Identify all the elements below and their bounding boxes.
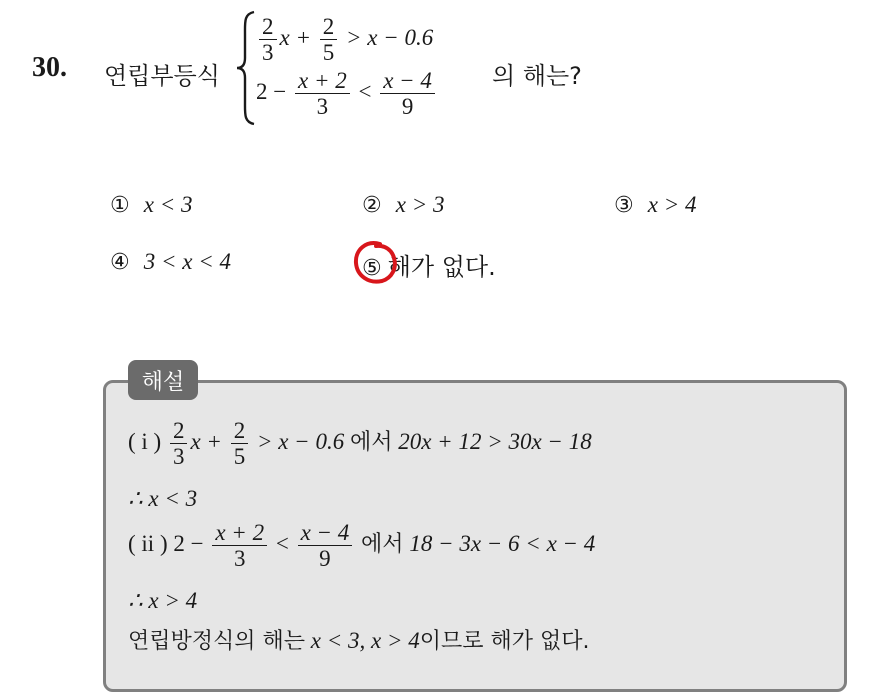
- solution-line-3: ( ii ) 2 − $\frac{x + 2}{3}$ < $\frac{x - 4}{9}$ 에서 18 − 3x − 6 < x − 4: [128, 520, 596, 572]
- solution-line-2: ∴ x < 3: [128, 486, 198, 511]
- solution-line-4: ∴ x > 4: [128, 588, 198, 613]
- solution-line-1: ( i ) $\frac{2}{3}$ x + $\frac{2}{5}$ > x − 0.6 에서 20x + 12 > 30x − 18: [128, 418, 592, 470]
- choice-2[interactable]: ② x > 3: [362, 192, 445, 218]
- question-prefix: 연립부등식: [104, 62, 220, 90]
- choice-5[interactable]: ⑤ 해가 없다.: [362, 253, 496, 281]
- solution-line-5: 연립방정식의 해는 x < 3, x > 4이므로 해가 없다.: [128, 628, 590, 654]
- question-number: 30.: [32, 52, 67, 83]
- question-suffix: 의 해는?: [492, 62, 582, 90]
- system-inequality-1: $\frac{2}{3}$ x + $\frac{2}{5}$ > x − 0.6: [256, 14, 433, 66]
- choice-1[interactable]: ① x < 3: [110, 192, 193, 218]
- choice-4[interactable]: ④ 3 < x < 4: [110, 249, 231, 275]
- system-inequality-2: 2 − $\frac{x + 2}{3}$ < $\frac{x - 4}{9}$: [256, 68, 438, 120]
- solution-tag: 해설: [128, 360, 198, 400]
- choice-3[interactable]: ③ x > 4: [614, 192, 697, 218]
- left-brace-icon: [234, 10, 258, 126]
- answer-circle-mark-icon: [350, 238, 402, 288]
